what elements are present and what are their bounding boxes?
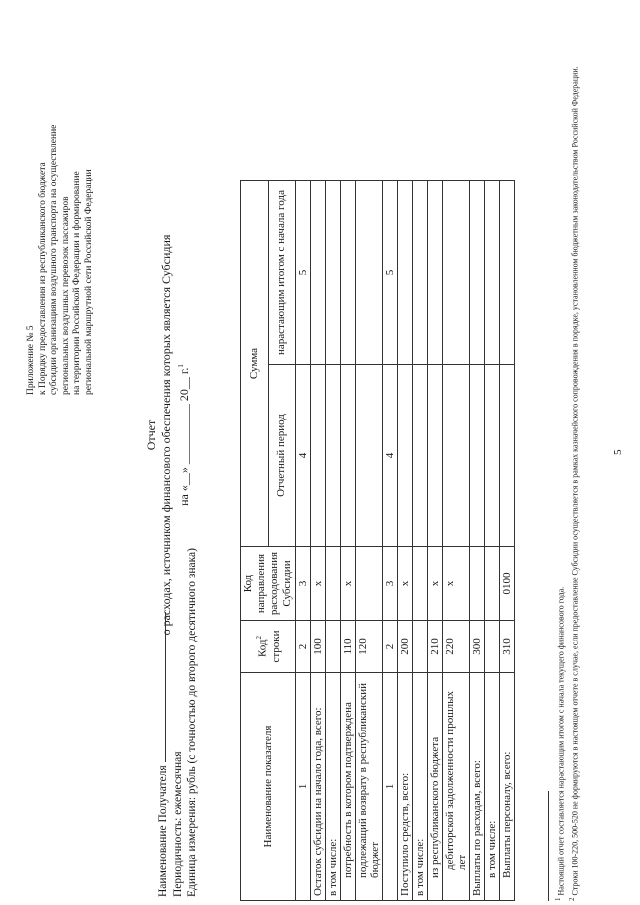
appendix-line: региональной маршрутной сети Российской Федерации [83, 169, 94, 395]
table-row [413, 181, 428, 901]
row-current-cell [485, 365, 500, 547]
row-code-cell: 220 [443, 621, 470, 673]
appendix-note [26, 15, 95, 395]
col-header-name: Наименование показателя [241, 673, 296, 901]
row-code-cell: 100 [311, 621, 326, 673]
code-label-2: строки [269, 630, 282, 663]
footnote-mark: 1 [554, 897, 562, 901]
row-code-cell [485, 621, 500, 673]
appendix-line: региональных воздушных перевозок пассажиров [60, 196, 71, 395]
periodicity-label: Периодичность: ежемесячная [171, 751, 184, 897]
row-cumulative-cell [470, 181, 485, 365]
row-current-cell [341, 365, 356, 547]
col-header-sum: Сумма [241, 181, 269, 547]
row-cumulative-cell [413, 181, 428, 365]
table-row [500, 181, 515, 901]
numbering-cell: 1 [296, 673, 311, 901]
row-cumulative-cell [356, 181, 383, 365]
appendix-line: к Порядку предоставления из республиканского бюджета [37, 162, 48, 395]
footnote-rule [548, 791, 549, 901]
row-name-cell: 1 [383, 673, 398, 901]
row-code-cell [326, 621, 341, 673]
footnote-ref: 2 [255, 635, 264, 640]
col-header-direction: Код направления расходования Субсидии [241, 547, 296, 621]
report-table [240, 180, 515, 901]
title-line-2: о расходах, источником финансового обеспечения которых является Субсидия [159, 234, 173, 636]
numbering-cell: 5 [296, 181, 311, 365]
table-row [443, 181, 470, 901]
row-current-cell [428, 365, 443, 547]
row-current-cell: 4 [383, 365, 398, 547]
row-cumulative-cell [428, 181, 443, 365]
row-name-cell: потребность в котором подтверждена [341, 673, 356, 901]
numbering-cell: 4 [296, 365, 311, 547]
row-name-cell: Выплаты персоналу, всего: [500, 673, 515, 901]
row-direction-cell: 3 [383, 547, 398, 621]
table-row [311, 181, 326, 901]
row-current-cell [356, 365, 383, 547]
numbering-cell: 2 [296, 621, 311, 673]
row-current-cell [326, 365, 341, 547]
row-current-cell [470, 365, 485, 547]
row-code-cell: 310 [500, 621, 515, 673]
row-code-cell: 120 [356, 621, 383, 673]
row-name-cell: из республиканского бюджета [428, 673, 443, 901]
row-code-cell: 110 [341, 621, 356, 673]
row-name-cell: подлежащий возврату в республиканский бюджет [356, 673, 383, 901]
unit-label: Единица измерения: рубль (с точностью до второго десятичного знака) [186, 548, 198, 897]
table-row [428, 181, 443, 901]
code-label: Код [256, 639, 269, 658]
col-header-current: Отчетный период [268, 365, 296, 547]
recipient-label: Наименование Получателя [157, 765, 169, 897]
row-direction-cell: х [443, 547, 470, 621]
footnotes [548, 21, 580, 901]
row-code-cell: 2 [383, 621, 398, 673]
row-cumulative-cell [341, 181, 356, 365]
table-body [311, 181, 515, 901]
row-current-cell [443, 365, 470, 547]
title-line-1: Отчет [144, 419, 158, 451]
table-row [485, 181, 500, 901]
row-direction-cell: х [311, 547, 326, 621]
table-row [341, 181, 356, 901]
row-direction-cell [356, 547, 383, 621]
row-cumulative-cell [443, 181, 470, 365]
table-row [470, 181, 485, 901]
row-cumulative-cell [326, 181, 341, 365]
row-direction-cell [413, 547, 428, 621]
footnote-text: Настоящий отчет составляется нарастающим итогом с начала текущего финансового года. [556, 586, 566, 896]
table-row [383, 181, 398, 901]
row-direction-cell: х [398, 547, 413, 621]
table-header-row [241, 181, 269, 901]
appendix-line: Приложение № 5 [26, 325, 36, 395]
row-name-cell: Поступило средств, всего: [398, 673, 413, 901]
table-row [356, 181, 383, 901]
footnote-text: Строки 100-220, 500-520 не формируются в настоящем отчете в случае, если предоставление Субсидии осуществляется в рамках казначейского сопровождения в порядке, установленном бюджетным законодательством Российской Федерации. [570, 66, 580, 896]
report-meta [154, 548, 200, 897]
row-code-cell: 210 [428, 621, 443, 673]
footnote-1 [553, 21, 567, 901]
footnote-2 [567, 21, 581, 901]
row-name-cell: в том числе: [413, 673, 428, 901]
row-cumulative-cell: 5 [383, 181, 398, 365]
row-current-cell [398, 365, 413, 547]
table-row [326, 181, 341, 901]
row-name-cell: Остаток субсидии на начало года, всего: [311, 673, 326, 901]
row-code-cell: 200 [398, 621, 413, 673]
row-direction-cell: х [341, 547, 356, 621]
row-current-cell [311, 365, 326, 547]
row-current-cell [500, 365, 515, 547]
row-name-cell: в том числе: [326, 673, 341, 901]
row-direction-cell: 0100 [500, 547, 515, 621]
row-name-cell: дебиторской задолженности прошлых лет [443, 673, 470, 901]
row-direction-cell [470, 547, 485, 621]
row-cumulative-cell [500, 181, 515, 365]
appendix-line: субсидии организациям воздушного транспорта на осуществление [49, 124, 59, 395]
row-direction-cell: х [428, 547, 443, 621]
row-code-cell: 300 [470, 621, 485, 673]
row-name-cell: Выплаты по расходам, всего: [470, 673, 485, 901]
row-direction-cell [326, 547, 341, 621]
row-cumulative-cell [485, 181, 500, 365]
row-cumulative-cell [311, 181, 326, 365]
row-direction-cell [485, 547, 500, 621]
table-numbering-row [296, 181, 311, 901]
title-date: на «__» __________ 20__ г. [177, 367, 191, 506]
recipient-underline [154, 612, 166, 762]
recipient-line [154, 548, 171, 897]
row-current-cell [413, 365, 428, 547]
col-header-code [241, 621, 296, 673]
footnote-mark: 2 [567, 897, 576, 901]
appendix-line: на территории Российской Федерации и формирование [72, 171, 82, 395]
col-header-cumulative: нарастающим итогом с начала года [268, 181, 296, 365]
table-row [398, 181, 413, 901]
page-number: 5 [612, 449, 624, 455]
row-cumulative-cell [398, 181, 413, 365]
numbering-cell: 3 [296, 547, 311, 621]
row-name-cell: в том числе: [485, 673, 500, 901]
row-code-cell [413, 621, 428, 673]
footnote-ref: 1 [177, 364, 185, 368]
